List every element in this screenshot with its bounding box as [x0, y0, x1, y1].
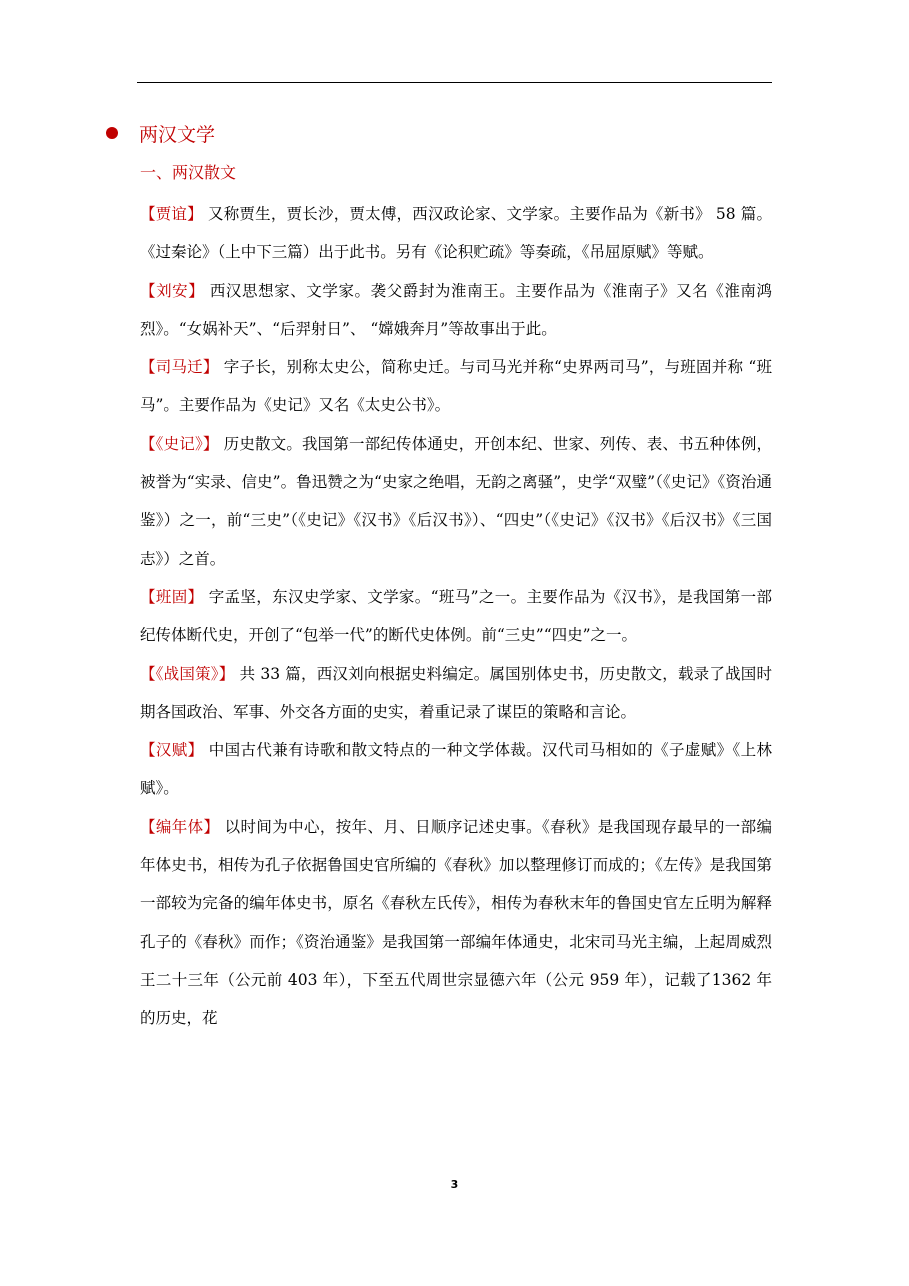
entry-text: 中国古代兼有诗歌和散文特点的一种文学体裁。汉代司马相如的《子虚赋》《上林赋》。	[140, 741, 772, 798]
entry-term: 【编年体】	[140, 817, 220, 836]
entry-text: 历史散文。我国第一部纪传体通史，开创本纪、世家、列传、表、书五种体例，被誉为“实录、信史”。鲁迅赞之为“史家之绝唱，无韵之离骚”，史学“双璧”（《史记》《资治通鉴》）之一，前“三史”（《史记》《汉书》《后汉书》）、“四史”（《史记》《汉书》《后汉书》《三国志》）之首。	[140, 434, 772, 568]
entry-jia-yi	[140, 195, 772, 272]
entry-term: 【贾谊】	[140, 205, 203, 223]
section-title: 两汉文学	[139, 123, 216, 146]
header-rule	[137, 82, 772, 83]
entry-term: 【《战国策》】	[140, 664, 235, 683]
entry-term: 【汉赋】	[140, 741, 204, 760]
page-number: 3	[450, 1178, 459, 1191]
entry-shiji	[140, 425, 772, 578]
entry-sima-qian	[140, 348, 772, 425]
entry-text: 共 33 篇，西汉刘向根据史料编定。属国别体史书，历史散文，载录了战国时期各国政治、军事、外交各方面的史实，着重记录了谋臣的策略和言论。	[140, 664, 772, 721]
entry-text: 又称贾生，贾长沙，贾太傅，西汉政论家、文学家。主要作品为《新书》 58 篇。《过秦论》（上中下三篇）出于此书。另有《论积贮疏》等奏疏，《吊屈原赋》等赋。	[140, 205, 772, 262]
entry-term: 【司马迁】	[140, 358, 219, 377]
entry-text: 西汉思想家、文学家。袭父爵封为淮南王。主要作品为《淮南子》又名《淮南鸿烈》。“女娲补天”、“后羿射日”、 “嫦娥奔月”等故事出于此。	[140, 281, 772, 338]
section-heading	[106, 118, 215, 148]
entry-zhanguoce	[140, 655, 772, 732]
bullet-icon	[106, 127, 118, 139]
subsection-title: 一、两汉散文	[140, 163, 237, 182]
entry-list	[140, 195, 772, 1038]
entry-biannianti	[140, 808, 772, 1038]
entry-liu-an	[140, 272, 772, 349]
entry-text: 以时间为中心，按年、月、日顺序记述史事。《春秋》是我国现存最早的一部编年体史书，相传为孔子依据鲁国史官所编的《春秋》加以整理修订而成的；《左传》是我国第一部较为完备的编年体史书，原名《春秋左氏传》，相传为春秋末年的鲁国史官左丘明为解释孔子的《春秋》而作；《资治通鉴》是我国第一部编年体通史，北宋司马光主编，上起周威烈王二十三年（公元前 403 年），下至五代周世宗显德六年（公元 959 年），记载了1362 年的历史，花	[140, 817, 772, 1028]
entry-ban-gu	[140, 578, 772, 655]
entry-hanfu	[140, 731, 772, 808]
entry-term: 【刘安】	[140, 281, 205, 300]
entry-term: 【班固】	[140, 587, 204, 606]
entry-text: 字子长，别称太史公，简称史迁。与司马光并称“史界两司马”，与班固并称 “班马”。主要作品为《史记》又名《太史公书》。	[140, 358, 772, 415]
entry-text: 字孟坚，东汉史学家、文学家。“班马”之一。主要作品为《汉书》，是我国第一部纪传体断代史，开创了“包举一代”的断代史体例。前“三史”“四史”之一。	[140, 587, 772, 645]
entry-term: 【《史记》】	[140, 434, 219, 453]
